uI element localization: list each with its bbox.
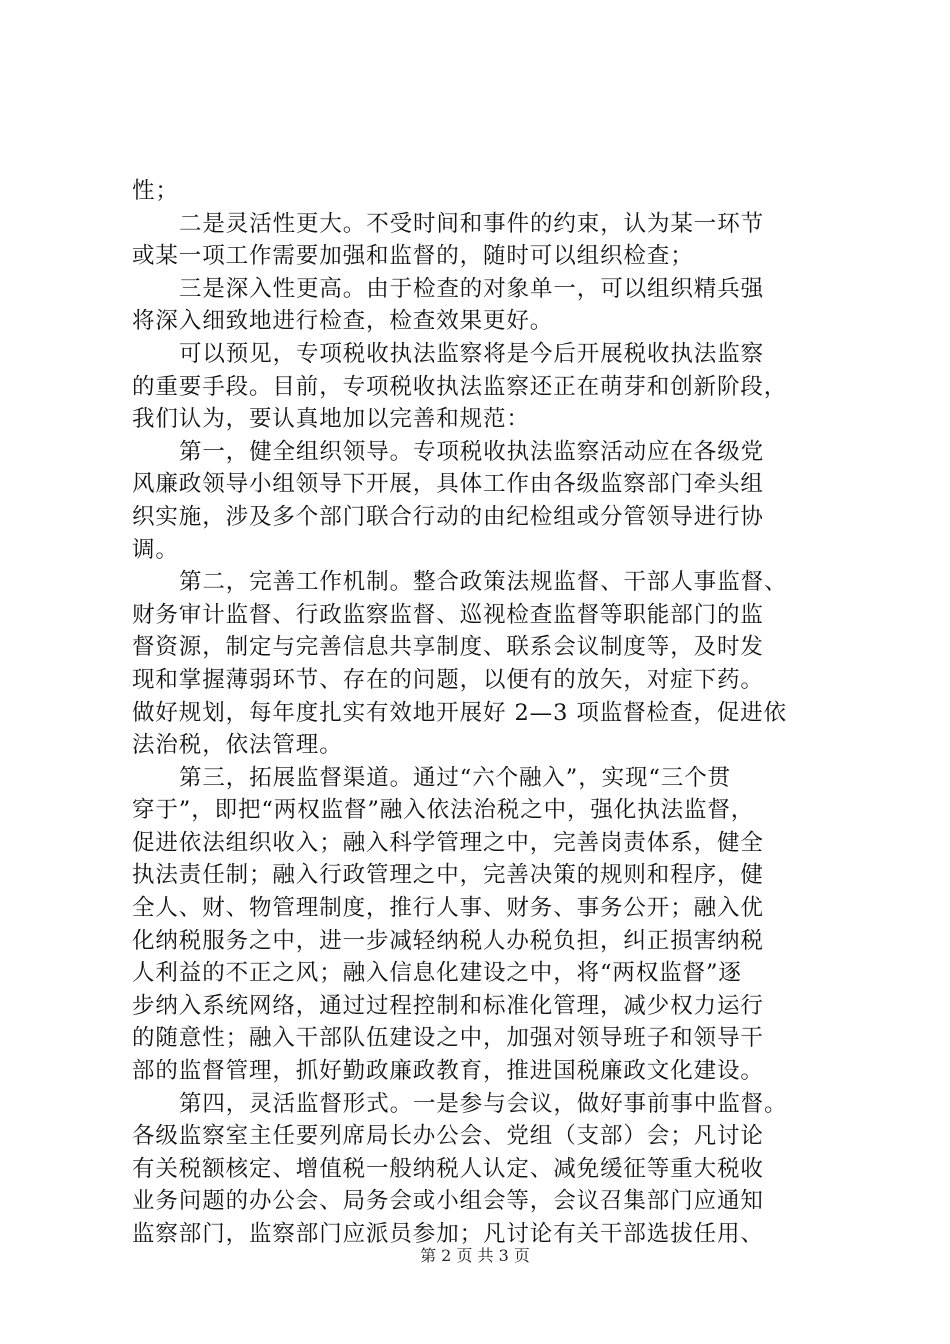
text-line: 第二，完善工作机制。整合政策法规监督、干部人事监督、 xyxy=(179,569,788,596)
text-line: 将深入细致地进行检查，检查效果更好。 xyxy=(132,308,554,335)
text-line: 或某一项工作需要加强和监督的，随时可以组织检查； xyxy=(132,243,694,270)
text-line: 部的监督管理，抓好勤政廉政教育，推进国税廉政文化建设。 xyxy=(132,1058,764,1085)
text-line: 的随意性；融入干部队伍建设之中，加强对领导班子和领导干 xyxy=(132,1025,764,1052)
text-line: 督资源，制定与完善信息共享制度、联系会议制度等，及时发 xyxy=(132,634,764,661)
text-line: 监察部门，监察部门应派员参加；凡讨论有关干部选拔任用、 xyxy=(132,1221,764,1247)
text-line: 性； xyxy=(132,178,179,204)
text-line: 风廉政领导小组领导下开展，具体工作由各级监察部门牵头组 xyxy=(132,471,764,498)
text-line: 的重要手段。目前，专项税收执法监察还正在萌芽和创新阶段， xyxy=(132,373,788,400)
text-line: 全人、财、物管理制度，推行人事、财务、事务公开；融入优 xyxy=(132,895,764,922)
text-line: 调。 xyxy=(132,536,179,563)
text-line: 第一，健全组织领导。专项税收执法监察活动应在各级党 xyxy=(179,438,765,465)
document-body xyxy=(132,175,832,1251)
text-line: 做好规划，每年度扎实有效地开展好 2—3 项监督检查，促进依 xyxy=(132,699,787,726)
page-footer: 第 2 页 共 3 页 xyxy=(420,1246,530,1265)
text-line: 步纳入系统网络，通过过程控制和标准化管理，减少权力运行 xyxy=(132,992,764,1019)
text-line: 法治税，依法管理。 xyxy=(132,732,343,759)
text-line: 执法责任制；融入行政管理之中，完善决策的规则和程序，健 xyxy=(132,862,764,889)
text-line: 业务问题的办公会、局务会或小组会等，会议召集部门应通知 xyxy=(132,1188,764,1215)
text-line: 第四，灵活监督形式。一是参与会议，做好事前事中监督。 xyxy=(179,1090,788,1117)
text-line: 织实施，涉及多个部门联合行动的由纪检组或分管领导进行协 xyxy=(132,503,764,530)
text-line: 穿于”，即把“两权监督”融入依法治税之中，强化执法监督， xyxy=(132,797,755,824)
text-line: 可以预见，专项税收执法监察将是今后开展税收执法监察 xyxy=(179,340,765,367)
text-line: 人利益的不正之风；融入信息化建设之中，将“两权监督”逐 xyxy=(132,960,742,987)
text-line: 现和掌握薄弱环节、存在的问题，以便有的放矢，对症下药。 xyxy=(132,666,764,693)
text-line: 有关税额核定、增值税一般纳税人认定、减免缓征等重大税收 xyxy=(132,1155,764,1182)
text-line: 各级监察室主任要列席局长办公会、党组（支部）会；凡讨论 xyxy=(132,1123,764,1150)
text-line: 促进依法组织收入；融入科学管理之中，完善岗责体系，健全 xyxy=(132,829,764,856)
text-line: 三是深入性更高。由于检查的对象单一，可以组织精兵强 xyxy=(179,275,765,302)
text-line: 第三，拓展监督渠道。通过“六个融入”，实现“三个贯 xyxy=(179,764,732,791)
text-line: 二是灵活性更大。不受时间和事件的约束，认为某一环节 xyxy=(179,210,765,237)
text-line: 化纳税服务之中，进一步减轻纳税人办税负担，纠正损害纳税 xyxy=(132,927,764,954)
text-line: 我们认为，要认真地加以完善和规范： xyxy=(132,406,530,433)
text-line: 财务审计监督、行政监察监督、巡视检查监督等职能部门的监 xyxy=(132,601,764,628)
